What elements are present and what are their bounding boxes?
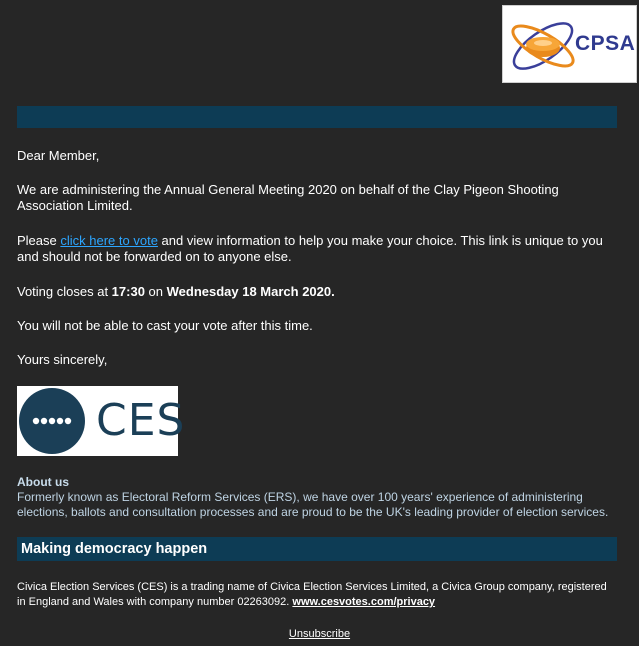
closes-pre: Voting closes at: [17, 284, 112, 299]
closes-time: 17:30: [111, 284, 145, 299]
signoff: Yours sincerely,: [17, 352, 108, 367]
warning-paragraph: You will not be able to cast your vote after this time.: [17, 318, 313, 333]
privacy-link[interactable]: www.cesvotes.com/privacy: [292, 596, 436, 608]
top-banner: [17, 106, 617, 128]
cpsa-logo: [502, 5, 637, 83]
ces-logo: [17, 386, 186, 456]
about-section: [17, 475, 621, 520]
unsubscribe-link[interactable]: Unsubscribe: [288, 628, 351, 640]
closes-date: Wednesday 18 March 2020.: [166, 284, 335, 299]
vote-paragraph: [17, 233, 617, 265]
ces-logo-text: CES: [96, 395, 186, 446]
greeting: Dear Member,: [17, 148, 100, 163]
cpsa-logo-text: CPSA: [575, 32, 636, 55]
slogan-banner: Making democracy happen: [17, 537, 617, 561]
vote-text-post: and view information to help you make your choice. This link is unique to you and should not be forwarded on to anyone else.: [17, 233, 603, 264]
vote-link[interactable]: click here to vote: [60, 233, 158, 248]
about-heading: About us: [17, 475, 69, 489]
vote-text-pre: Please: [17, 233, 61, 248]
footer-legal: Civica Election Services (CES) is a trading name of Civica Election Services Limited, a Civica Group company, registered in England and Wales with company number 02263092.: [17, 581, 607, 608]
closing-time-paragraph: [17, 284, 617, 300]
footer-text: [17, 580, 617, 610]
about-text: Formerly known as Electoral Reform Services (ERS), we have over 100 years' experience of administering elections, ballots and consultation processes and are proud to be the UK's leading provider of election services.: [17, 490, 609, 519]
intro-paragraph: We are administering the Annual General Meeting 2020 on behalf of the Clay Pigeon Shooting Association Limited.: [17, 182, 559, 213]
unsubscribe-row: [0, 627, 639, 641]
closes-mid: on: [144, 284, 167, 299]
